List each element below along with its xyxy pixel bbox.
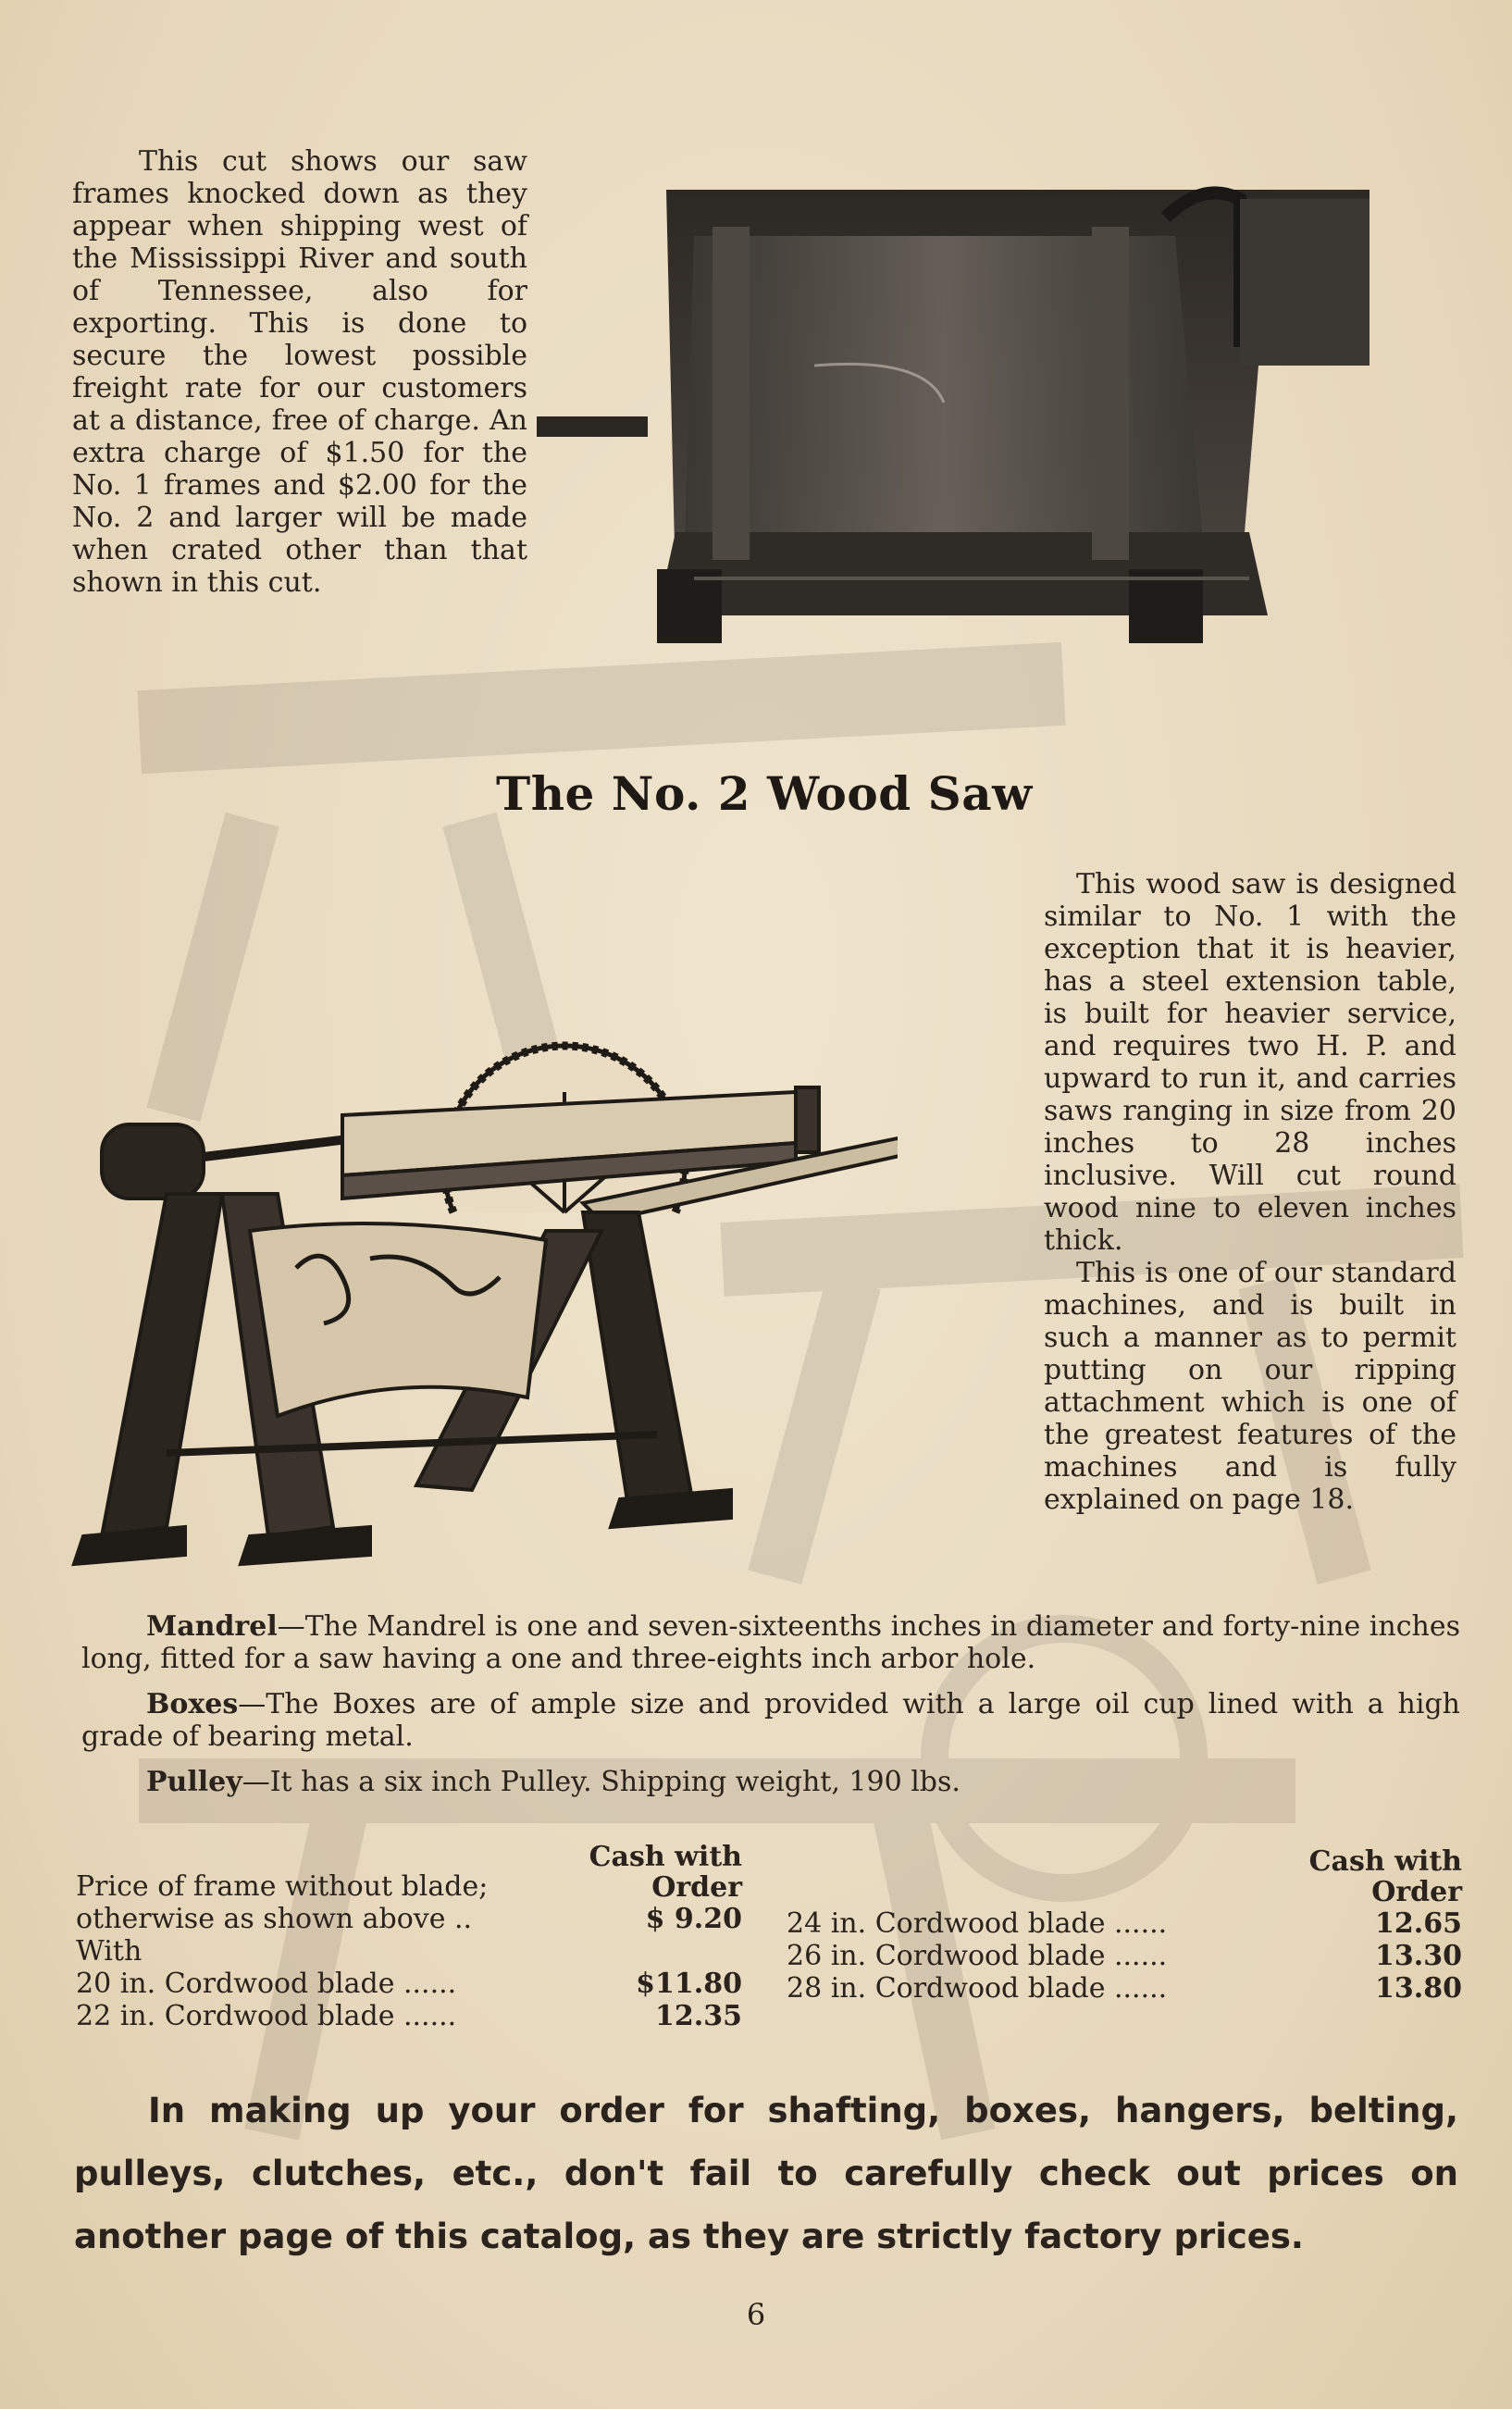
spec-boxes: Boxes—The Boxes are of ample size and provided with a large oil cup lined with a high grade of bearing metal. [81, 1688, 1460, 1753]
price-row: With [76, 1935, 143, 1968]
description-paragraph-1: This wood saw is designed similar to No. 1 with the exception that it is heavier, has a steel extension table, is built for heavier service, and requires two H. P. and upward to run it, and carries saws ranging in size from 20 inches to 28 inches inclusive. Will cut round wood nine to eleven inches thick. [1044, 868, 1456, 1257]
intro-paragraph [72, 145, 527, 599]
specifications [81, 1610, 1460, 1811]
price-row: 28 in. Cordwood blade ...... 13.80 [787, 1972, 1462, 2005]
price-header-right: Cash with Order [1308, 1845, 1462, 1908]
section-title: The No. 2 Wood Saw [496, 766, 1033, 821]
price-row: 26 in. Cordwood blade ...... 13.30 [787, 1940, 1462, 1972]
price-row: 24 in. Cordwood blade ...... 12.65 [787, 1907, 1462, 1940]
spec-mandrel: Mandrel—The Mandrel is one and seven-sixteenths inches in diameter and forty-nine inches long, fitted for a saw having a one and three-eights inch arbor hole. [81, 1610, 1460, 1675]
wood-saw-illustration [65, 935, 898, 1573]
intro-text: This cut shows our saw frames knocked down as they appear when shipping west of the Mississippi River and south of Tennessee, also for exporting. This is done to secure the lowest possible freight rate for our customers at a distance, free of charge. An extra charge of $1.50 for the No. 1 frames and $2.00 for the No. 2 and larger will be made when crated other than that shown in this cut. [72, 145, 527, 599]
price-row: otherwise as shown above .. $ 9.20 [76, 1903, 742, 1935]
footer-note: In making up your order for shafting, boxes, hangers, belting, pulleys, clutches, etc., don't fail to carefully check out prices on another page of this catalog, as they are strictly factory prices. [74, 2091, 1458, 2256]
price-list-right [787, 1846, 1462, 2005]
price-header-left: Cash with Order [589, 1841, 742, 1904]
description [1044, 868, 1456, 1516]
knocked-down-frame-photo [537, 180, 1369, 643]
price-row: 22 in. Cordwood blade ...... 12.35 [76, 2000, 742, 2032]
price-list-left [76, 1842, 742, 2032]
spec-pulley: Pulley—It has a six inch Pulley. Shipping weight, 190 lbs. [146, 1766, 960, 1798]
description-paragraph-2: This is one of our standard machines, and is built in such a manner as to permit putting on our ripping attachment which is one of the greatest features of the machines and is fully explained on page 18. [1044, 1257, 1456, 1516]
price-row: 20 in. Cordwood blade ...... $11.80 [76, 1968, 742, 2000]
price-row: Price of frame without blade; [76, 1870, 489, 1903]
page-number: 6 [746, 2297, 766, 2332]
